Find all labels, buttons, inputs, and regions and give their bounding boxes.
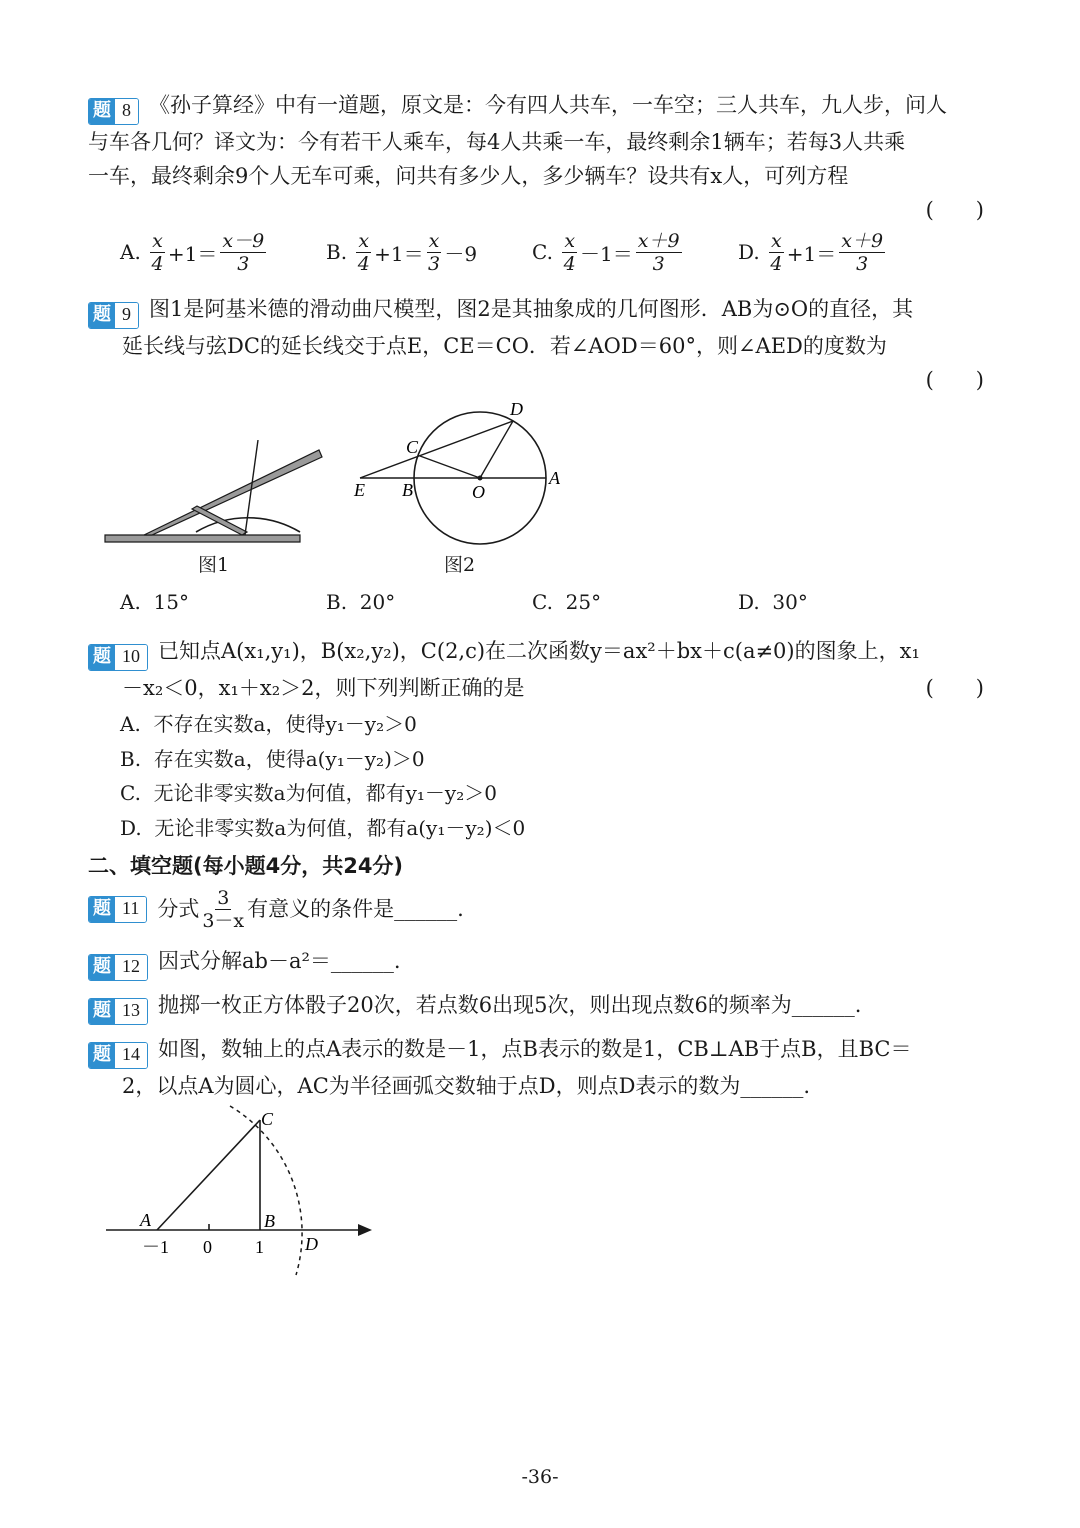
point-a-label: A [549, 468, 560, 488]
tick-label-minus-1: －1 [142, 1237, 169, 1257]
question-8 [88, 88, 988, 227]
option-b[interactable]: B. 存在实数a，使得a(y₁－y₂)＞0 [120, 746, 425, 771]
question-tag: 题 8 [88, 98, 139, 125]
q8-options [120, 229, 920, 275]
figure-1-caption: 图1 [198, 554, 230, 576]
answer-bracket: ( ) [925, 198, 984, 222]
point-c-label: C [261, 1109, 274, 1129]
question-11: 题 11 分式 $\frac{3}{3-x}$ 有意义的条件是______. [88, 888, 988, 930]
option-b[interactable]: B. $\frac{x}{4}$ +1＝ $\frac{x}{3}$ －9 [326, 229, 478, 275]
point-d-label: D [510, 399, 523, 419]
option-b[interactable]: B. 20° [326, 590, 396, 614]
q14-line1: 如图，数轴上的点A表示的数是－1，点B表示的数是1，CB⊥AB于点B，且BC＝ [158, 1037, 912, 1061]
option-d[interactable]: D. 无论非零实数a为何值，都有a(y₁－y₂)＜0 [120, 815, 526, 840]
question-13: 题 13 抛掷一枚正方体骰子20次，若点数6出现5次，则出现点数6的频率为______. [88, 988, 988, 1025]
option-d[interactable]: D. 30° [738, 590, 808, 614]
question-tag: 题 12 [88, 954, 148, 981]
point-b-label: B [264, 1211, 275, 1231]
q8-line3: 一车，最终剩余9个人无车可乘，问共有多少人，多少辆车？设共有x人，可列方程 [88, 164, 849, 188]
point-d-label: D [305, 1234, 318, 1254]
q10-line1: 已知点A(x₁,y₁)，B(x₂,y₂)，C(2,c)在二次函数y＝ax²＋bx＋c(a≠0)的图象上，x₁ [158, 639, 920, 663]
q10-options [120, 707, 525, 845]
option-a[interactable]: A. 15° [120, 590, 189, 614]
question-tag: 题 10 [88, 644, 148, 671]
question-tag: 题 13 [88, 998, 148, 1025]
option-c[interactable]: C. 无论非零实数a为何值，都有y₁－y₂＞0 [120, 781, 497, 805]
q8-line2: 与车各几何？译文为：今有若干人乘车，每4人共乘一车，最终剩余1辆车；若每3人共乘 [88, 130, 906, 154]
question-10 [88, 634, 988, 705]
question-12: 题 12 因式分解ab－a²＝______. [88, 944, 988, 981]
answer-bracket: ( ) [925, 676, 984, 700]
option-a[interactable]: A. $\frac{x}{4}$ +1＝ $\frac{x-9}{3}$ [120, 229, 265, 275]
point-o-label: O [472, 482, 485, 502]
q9-options [120, 582, 920, 622]
question-tag: 题 14 [88, 1042, 148, 1069]
option-c[interactable]: C. 25° [532, 590, 602, 614]
answer-bracket: ( ) [925, 368, 984, 392]
point-e-label: E [354, 480, 365, 500]
option-a[interactable]: A. 不存在实数a，使得y₁－y₂＞0 [120, 712, 417, 736]
tick-label-1: 1 [255, 1237, 264, 1257]
point-b-label: B [402, 480, 413, 500]
option-d[interactable]: D. $\frac{x}{4}$ +1＝ $\frac{x+9}{3}$ [738, 229, 884, 275]
q9-line2: 延长线与弦DC的延长线交于点E，CE＝CO．若∠AOD＝60°，则∠AED的度数为 [122, 334, 887, 358]
question-14 [88, 1032, 988, 1103]
number-line-figure [100, 1100, 390, 1285]
q10-line2: －x₂＜0，x₁＋x₂＞2，则下列判断正确的是 [122, 676, 525, 700]
option-c[interactable]: C. $\frac{x}{4}$ －1＝ $\frac{x+9}{3}$ [532, 229, 680, 275]
figure-2-caption: 图2 [444, 554, 476, 576]
question-tag: 题 9 [88, 302, 139, 329]
point-c-label: C [406, 437, 419, 457]
section-heading: 二、填空题(每小题4分，共24分) [88, 854, 404, 878]
q9-line1: 图1是阿基米德的滑动曲尺模型，图2是其抽象成的几何图形．AB为⊙O的直径，其 [149, 297, 914, 321]
question-tag: 题 11 [88, 896, 147, 923]
point-a-label: A [140, 1210, 151, 1230]
q8-line1: 《孙子算经》中有一道题，原文是：今有四人共车，一车空；三人共车，九人步，问人 [149, 93, 947, 117]
figure-2-circle [350, 398, 570, 548]
q14-line2: 2，以点A为圆心，AC为半径画弧交数轴于点D，则点D表示的数为______. [122, 1074, 811, 1098]
page-number: -36- [521, 1466, 559, 1488]
tick-label-0: 0 [203, 1237, 212, 1257]
figure-1-sliding-ruler [100, 440, 330, 550]
question-9 [88, 292, 988, 397]
